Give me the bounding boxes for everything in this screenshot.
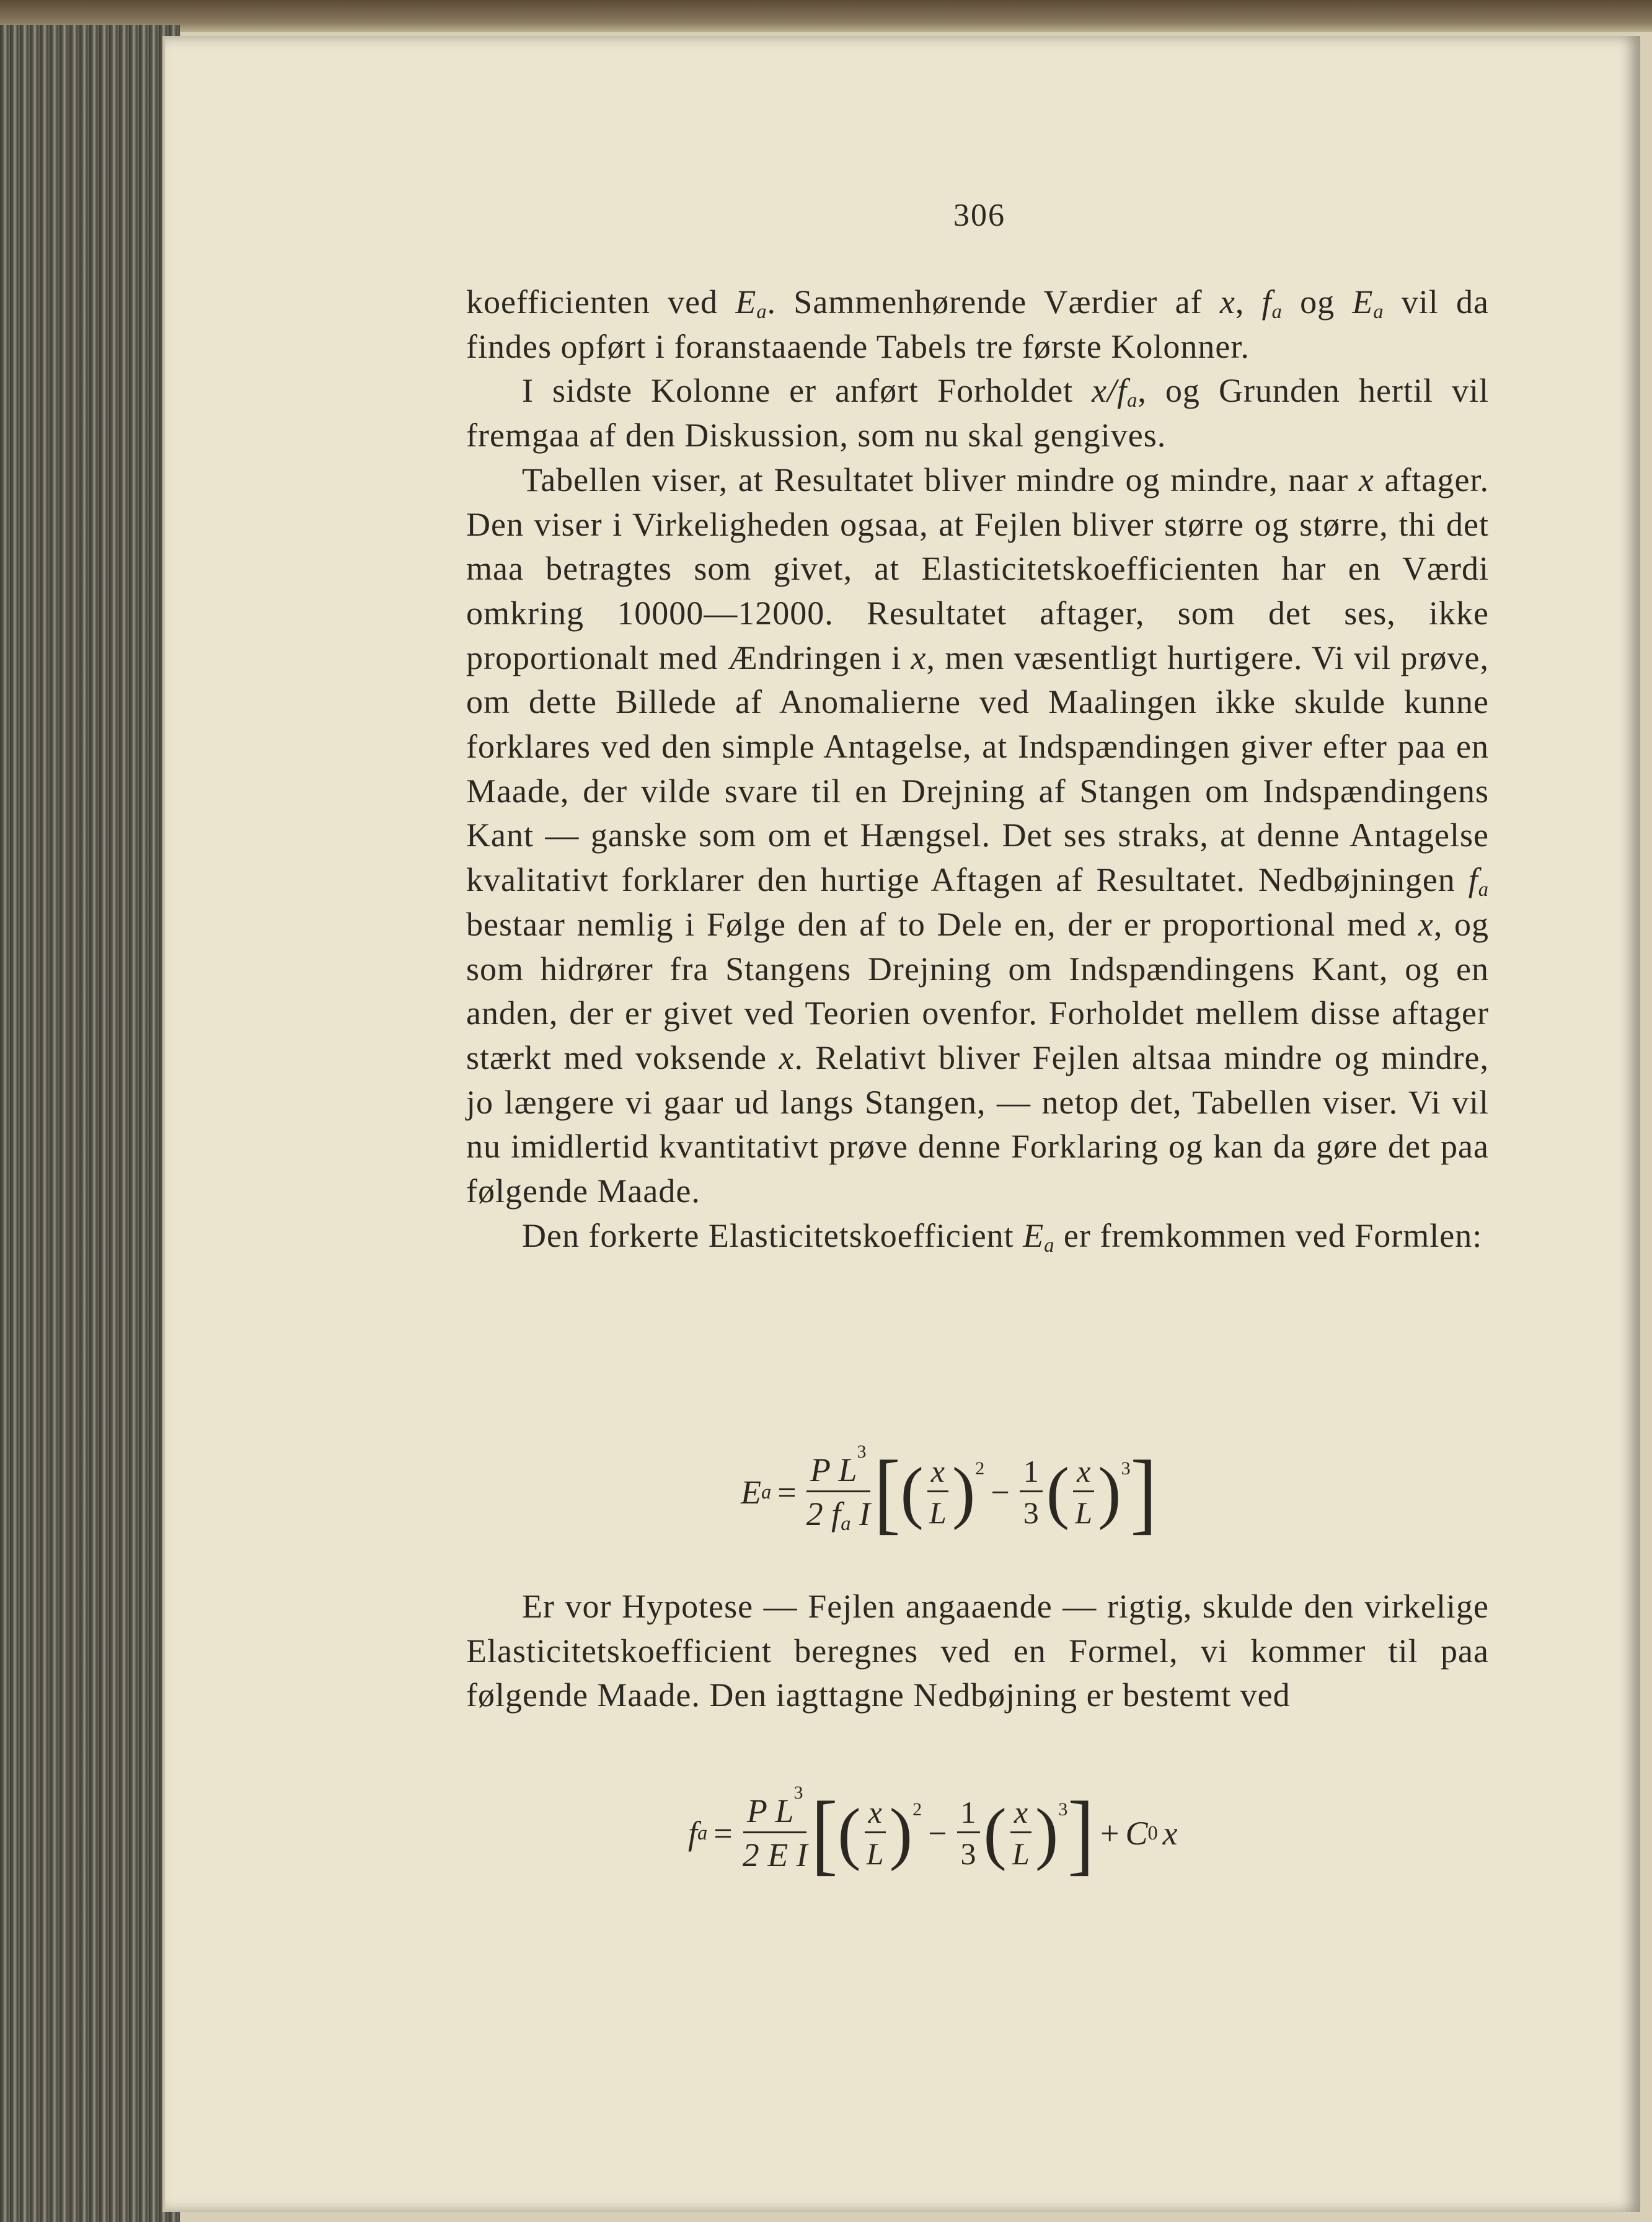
fraction: $\frac{x}{L}$ — [927, 1453, 948, 1531]
formula-elasticity: E a = $\frac{P L^3}{2 f_a I}$ [ ( $\frac{x}{L}$ ) 2 − $\frac{1}{3}$ ( $\frac{x}{L}$ ) 3 ] — [741, 1441, 1157, 1543]
paragraph: Tabellen viser, at Resultatet bliver mindre og mindre, naar x aftager. Den viser i Virkeligheden ogsaa, at Fejlen bliver større og større, thi det maa betragtes som givet, at Elasticitetskoefficienten har en Værdi omkring 10000—12000. Resultatet aftager, som det ses, ikke proportionalt med Ændringen i x, men væsentligt hurtigere. Vi vil prøve, om dette Billede af Anomalierne ved Maalingen ikke skulde kunne forklares ved den simple Antagelse, at Indspændingen giver efter paa en Maade, der vilde svare til en Drejning af Stangen om Indspændingens Kant — ganske som om et Hængsel. Det ses straks, at denne Antagelse kvalitativt forklarer den hurtige Aftagen af Resultatet. Nedbøjningen $f_a$ bestaar nemlig i Følge den af to Dele en, der er proportional med x, og som hidrører fra Stangens Drejning om Indspændingens Kant, og en anden, der er givet ved Teorien ovenfor. Forholdet mellem disse aftager stærkt med voksende x. Relativt bliver Fejlen altsaa mindre og mindre, jo længere vi gaar ud langs Stangen, — netop det, Tabellen viser. Vi vil nu imidlertid kvantitativt prøve denne Forklaring og kan da gøre det paa følgende Maade. — [466, 461, 1489, 1210]
left-bracket: [ — [811, 1782, 838, 1884]
right-paren: ) — [1035, 1794, 1059, 1872]
right-bracket: ] — [1130, 1441, 1157, 1543]
paragraph: koefficienten ved $E_a$. Sammenhørende Værdier af x, $f_a$ og $E_a$ vil da findes opført i foranstaaende Tabels tre første Kolonner. — [466, 283, 1489, 365]
fraction: $\frac{P L^3}{\text{2 E I}}$ — [742, 1782, 808, 1874]
page-number: 306 — [953, 198, 1005, 233]
body-text-after — [466, 1585, 1489, 1718]
right-bracket: ] — [1067, 1782, 1094, 1884]
paragraph: Er vor Hypotese — Fejlen angaaende — rigtig, skulde den virkelige Elasticitetskoefficient beregnes ved en Formel, vi kommer til paa følgende Maade. Den iagttagne Nedbøjning er bestemt ved — [466, 1588, 1489, 1714]
page-edges — [0, 25, 180, 2222]
paragraph: Den forkerte Elasticitetskoefficient $E_a$ er fremkommen ved Formlen: — [522, 1216, 1483, 1257]
fraction: $\frac{1}{3}$ — [1020, 1453, 1043, 1531]
left-paren: ( — [983, 1794, 1007, 1872]
book-top-edge — [0, 0, 1652, 32]
right-paren: ) — [1098, 1453, 1121, 1531]
right-paren: ) — [889, 1794, 913, 1872]
left-paren: ( — [900, 1453, 924, 1531]
fraction: $\frac{P L^3}{2 f_a I}$ — [806, 1441, 870, 1536]
body-text-before — [466, 280, 1489, 1258]
fraction: $\frac{x}{L}$ — [865, 1794, 886, 1872]
fraction: $\frac{x}{L}$ — [1010, 1794, 1031, 1872]
formula-deflection: f a = $\frac{P L^3}{\text{2 E I}}$ [ ( $\frac{x}{L}$ ) 2 − $\frac{1}{3}$ ( $\frac{x}{L}$ ) 3 ] + C 0 x — [688, 1782, 1178, 1884]
paragraph: I sidste Kolonne er anført Forholdet $x/f_a$, og Grunden hertil vil fremgaa af den Diskussion, som nu skal gengives. — [466, 372, 1489, 454]
left-paren: ( — [1046, 1453, 1070, 1531]
fraction: $\frac{x}{L}$ — [1073, 1453, 1094, 1531]
fraction: $\frac{1}{3}$ — [957, 1794, 980, 1872]
left-bracket: [ — [873, 1441, 901, 1543]
left-paren: ( — [837, 1794, 861, 1872]
right-paren: ) — [952, 1453, 976, 1531]
